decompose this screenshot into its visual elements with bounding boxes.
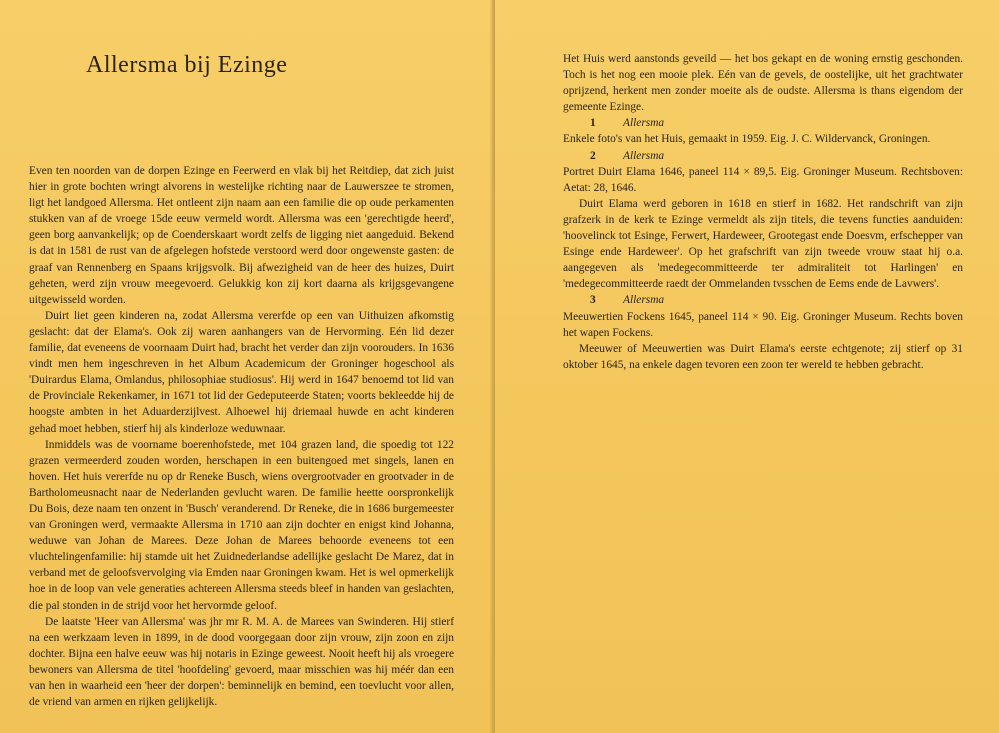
left-page bbox=[0, 0, 493, 733]
left-column bbox=[29, 163, 454, 710]
figure-number: 2 bbox=[590, 149, 596, 162]
paragraph-2: Duirt liet geen kinderen na, zodat Allersma vererfde op een van Uithuizen afkomstig geslacht: dat der Elama's. Ook zij waren aanhangers van de Hervorming. Eén lid dezer familie, dat eveneens de voornaam Duirt had, bracht het verder dan zijn voorouders. In 1636 vindt men hem ingeschreven in het Album Academicum der Groninger hogeschool als 'Duirardus Elama, Omlandus, philosophiae studiosus'. Hij werd in 1647 benoemd tot lid van de Provinciale Rekenkamer, in 1671 tot lid der Gedeputeerde Staten; voorts bekleedde hij de hoogste ambten in het Aduarderzijlvest. Alhoewel hij driemaal huwde en acht kinderen gehad moet hebben, stierf hij als kinderloze weduwnaar. bbox=[29, 309, 454, 435]
paragraph-1: Even ten noorden van de dorpen Ezinge en Feerwerd en vlak bij het Reitdiep, dat zich juist hier in grote bochten wringt alvorens in westelijke richting naar de Lauwerszee te stromen, ligt het landgoed Allersma. Het ontleent zijn naam aan een familie die op oude perkamenten stukken van af de vroege 15de eeuw vermeld wordt. Allersma was een 'gerechtigde heerd', geen borg aanvankelijk; op de Coenderskaart wordt zelfs de ligging niet aangeduid. Bekend is dat in 1581 de rust van de afgelegen hofstede verstoord werd door ongewenste gasten: de graaf van Rennenberg en Spaans krijgsvolk. Bij afwezigheid van de heer des huizes, Duirt geheten, werd zijn vrouw meegevoerd. Gelukkig kon zij kort daarna als krijgsgevangene uitgewisseld worden. bbox=[29, 165, 454, 306]
figure-name: Allersma bbox=[623, 149, 665, 162]
right-page bbox=[495, 0, 999, 733]
figure-3-caption: Meeuwertien Fockens 1645, paneel 114 × 90. Eig. Groninger Museum. Rechts boven het wapen Fockens. bbox=[563, 310, 963, 339]
right-column bbox=[563, 51, 963, 373]
paragraph-4: De laatste 'Heer van Allersma' was jhr mr R. M. A. de Marees van Swinderen. Hij stierf na een werkzaam leven in 1899, in de dood voorgegaan door zijn vrouw, zijn zoon en zijn dochter. Bijna een halve eeuw was hij notaris in Ezinge geweest. Nooit heeft hij als vroegere bewoners van Allersma de titel 'hoofdeling' gevoerd, maar misschien was hij méér dan een van hen in waarheid een 'heer der dorpen': beminnelijk en bemind, een toevlucht voor allen, de vriend van armen en rijken gelijkelijk. bbox=[29, 615, 454, 709]
figure-number: 3 bbox=[590, 294, 596, 307]
figure-2-note: Duirt Elama werd geboren in 1618 en stierf in 1682. Het randschrift van zijn grafzerk in de kerk te Ezinge vermeldt als zijn titels, die tevens functies aanduiden: 'hoovelinck tot Esinge, Ferwert, Hardeweer, Grootegast ende Doesvm, erfschepper van Esinge ende Hardeweer'. Op het grafschrift van zijn tweede vrouw staat hij o.a. aangegeven als 'medegecommitteerde ter admiraliteit tot Harlingen' en 'medegecommitteerde raedt der Ommelanden tvsschen de Eems ende de Lavwers'. bbox=[563, 197, 963, 291]
figure-3-heading bbox=[563, 292, 963, 308]
figure-2-heading bbox=[563, 148, 963, 164]
intro-paragraph: Het Huis werd aanstonds geveild — het bos gekapt en de woning ernstig geschonden. Toch is het nog een mooie plek. Eén van de gevels, de oostelijke, uit het grachtwater oprijzend, herkent men zonder moeite als de oudste. Allersma is thans eigendom der gemeente Ezinge. bbox=[563, 53, 963, 114]
figure-2-caption: Portret Duirt Elama 1646, paneel 114 × 89,5. Eig. Groninger Museum. Rechtsboven: Aetat: 28, 1646. bbox=[563, 165, 963, 194]
figure-1-heading bbox=[563, 115, 963, 131]
figure-name: Allersma bbox=[623, 117, 665, 130]
paragraph-3: Inmiddels was de voorname boerenhofstede, met 104 grazen land, die spoedig tot 122 grazen vermeerderd zouden worden, herschapen in een buitengoed met singels, lanen en hoven. Het huis vererfde nu op dr Reneke Busch, wiens overgrootvader en grootvader in de Bartholomeusnacht naar de Nederlanden gevlucht waren. De familie heette oorspronkelijk Du Bois, deze naam ten onzent in 'Busch' veranderend. Dr Reneke, die in 1686 burgemeester van Groningen werd, vermaakte Allersma in 1710 aan zijn dochter en enigst kind Johanna, weduwe van Johan de Marees. Deze Johan de Marees behoorde eveneens tot een vluchtelingenfamilie: hij stamde uit het Zuidnederlandse adellijke geslacht De Marez, dat in verband met de geloofsvervolging via Emden naar Groningen kwam. Het is wel opmerkelijk hoe in de loop van vele generaties achtereen Allersma steeds bleef in handen van geslachten, die pal stonden in de strijd voor het hervormde geloof. bbox=[29, 438, 454, 612]
figure-number: 1 bbox=[590, 117, 596, 130]
page-title: Allersma bij Ezinge bbox=[86, 52, 288, 78]
figure-3-note: Meeuwer of Meeuwertien was Duirt Elama's eerste echtgenote; zij stierf op 31 oktober 1645, na enkele dagen tevoren een zoon ter wereld te hebben gebracht. bbox=[563, 342, 963, 371]
figure-1-caption: Enkele foto's van het Huis, gemaakt in 1959. Eig. J. C. Wildervanck, Groningen. bbox=[563, 133, 931, 146]
figure-name: Allersma bbox=[623, 294, 665, 307]
